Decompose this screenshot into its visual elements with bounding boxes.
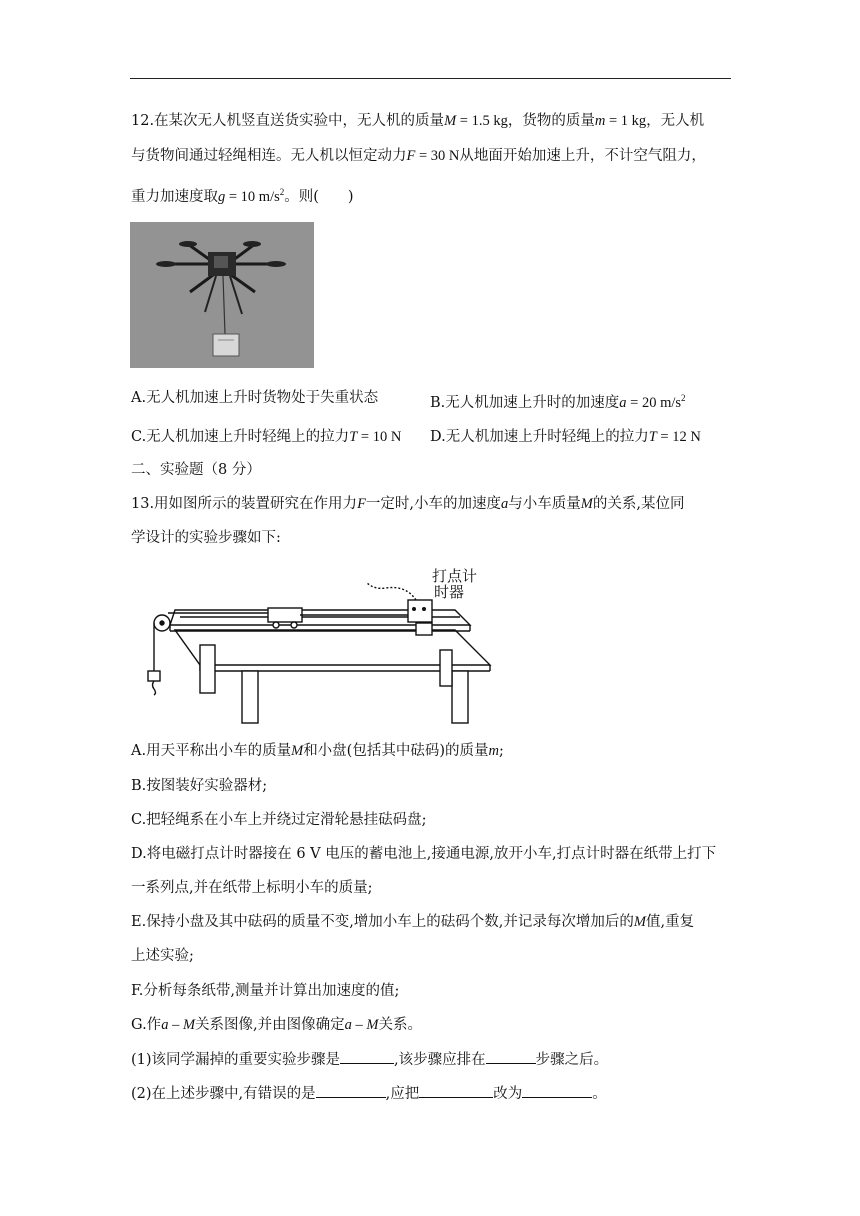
step-d-line-1: D.将电磁打点计时器接在 6 V 电压的蓄电池上,接通电源,放开小车,打点计时器在纸带上打下 [131,846,717,862]
step-c: C.把轻绳系在小车上并绕过定滑轮悬挂砝码盘; [131,812,427,828]
timer-label-line-1: 打点计 [432,567,478,585]
option-b-exp: 2 [681,393,686,403]
q12-var-F: F [406,148,416,164]
step-e-line-2: 上述实验; [131,948,194,964]
q12-text: 。则( ) [284,188,354,205]
q12-option-d[interactable] [430,427,701,447]
part-2 [131,1083,607,1104]
q13-text: 一定时,小车的加速度 [365,496,502,512]
q12-gravity-exp: 2 [279,187,285,197]
q12-var-m: m [594,113,606,129]
q12-line-2 [131,146,706,166]
section-heading: 二、实验题（8 分） [131,462,261,478]
q13-var-M: M [580,496,593,512]
q12-text: ，无人机 [646,113,705,129]
option-b-value: = 20 m/s [626,394,682,411]
q12-text: 从地面开始加速上升，不计空气阻力， [459,148,706,164]
q12-mass-M: = 1.5 kg [456,113,508,129]
option-c-var: T [349,429,358,445]
step-g-text: 关系图像,并由图像确定 [195,1017,345,1033]
option-b-var: a [619,394,627,411]
step-e-text: 值,重复 [646,914,695,930]
q13-text: 与小车质量 [508,496,581,512]
part-1-text: 步骤之后。 [535,1052,609,1068]
step-a-text: ; [499,743,504,759]
header-rule [130,78,731,79]
answer-blank-wrong-text[interactable] [419,1083,493,1098]
part-2-text: 改为 [493,1086,523,1102]
step-g-relation: a – M [344,1017,379,1033]
part-1-text: (1)该同学漏掉的重要实验步骤是 [131,1052,341,1068]
q12-var-g: g [218,188,226,205]
answer-blank-after-step[interactable] [486,1049,536,1064]
q12-line-3 [131,182,354,207]
option-d-text: D.无人机加速上升时轻绳上的拉力 [430,429,649,445]
option-c-text: C.无人机加速上升时轻绳上的拉力 [131,429,350,445]
part-2-text: 。 [592,1086,607,1102]
drone-photo [130,222,314,368]
part-2-text: ,应把 [385,1086,420,1102]
step-g-relation: a – M [161,1017,196,1033]
step-g [131,1015,422,1035]
option-b-text: B.无人机加速上升时的加速度 [430,394,620,411]
step-e-var-M: M [633,914,647,930]
q12-text: ，货物的质量 [507,113,595,129]
q12-option-b[interactable] [430,388,686,413]
step-a-var-m: m [488,743,499,759]
q12-text: 12.在某次无人机竖直送货实验中，无人机的质量 [131,113,445,129]
q12-force: = 30 N [415,148,460,164]
part-1-text: ,该步骤应排在 [394,1052,486,1068]
option-d-value: = 12 N [656,429,701,445]
experiment-apparatus-figure [140,565,492,725]
step-g-text: G.作 [131,1017,162,1033]
step-d-line-2: 一系列点,并在纸带上标明小车的质量; [131,880,373,896]
q13-text: 13.用如图所示的装置研究在作用力 [131,496,358,512]
step-f: F.分析每条纸带,测量并计算出加速度的值; [131,983,400,999]
step-a-text: A.用天平称出小车的质量 [131,743,292,759]
answer-blank-wrong-step[interactable] [316,1083,386,1098]
step-e-line-1 [131,912,694,932]
q13-var-a: a [501,496,509,512]
q13-var-F: F [357,496,366,512]
part-1 [131,1049,608,1070]
step-a [131,741,504,761]
step-e-text: E.保持小盘及其中砝码的质量不变,增加小车上的砝码个数,并记录每次增加后的 [131,914,634,930]
step-g-text: 关系。 [378,1017,422,1033]
q13-text: 的关系,某位同 [592,496,685,512]
q12-text: 重力加速度取 [131,188,218,205]
q12-option-a[interactable] [131,388,378,408]
q12-option-c[interactable] [131,427,401,447]
option-a-text: A.无人机加速上升时货物处于失重状态 [131,390,379,406]
q13-line-2: 学设计的实验步骤如下: [131,530,281,546]
q12-line-1 [131,111,704,131]
step-a-text: 和小盘(包括其中砝码)的质量 [303,743,489,759]
q12-var-M: M [444,113,457,129]
timer-label-line-2: 时器 [434,583,465,601]
step-a-var-M: M [291,743,304,759]
step-b: B.按图装好实验器材; [131,778,268,794]
q12-mass-m: = 1 kg [605,113,647,129]
answer-blank-missing-step[interactable] [340,1049,394,1064]
option-d-var: T [648,429,657,445]
option-c-value: = 10 N [357,429,402,445]
part-2-text: (2)在上述步骤中,有错误的是 [131,1086,316,1102]
q12-gravity: = 10 m/s [225,188,280,205]
q12-text: 与货物间通过轻绳相连。无人机以恒定动力 [131,148,407,164]
q13-line-1 [131,494,684,514]
answer-blank-correct-text[interactable] [522,1083,592,1098]
